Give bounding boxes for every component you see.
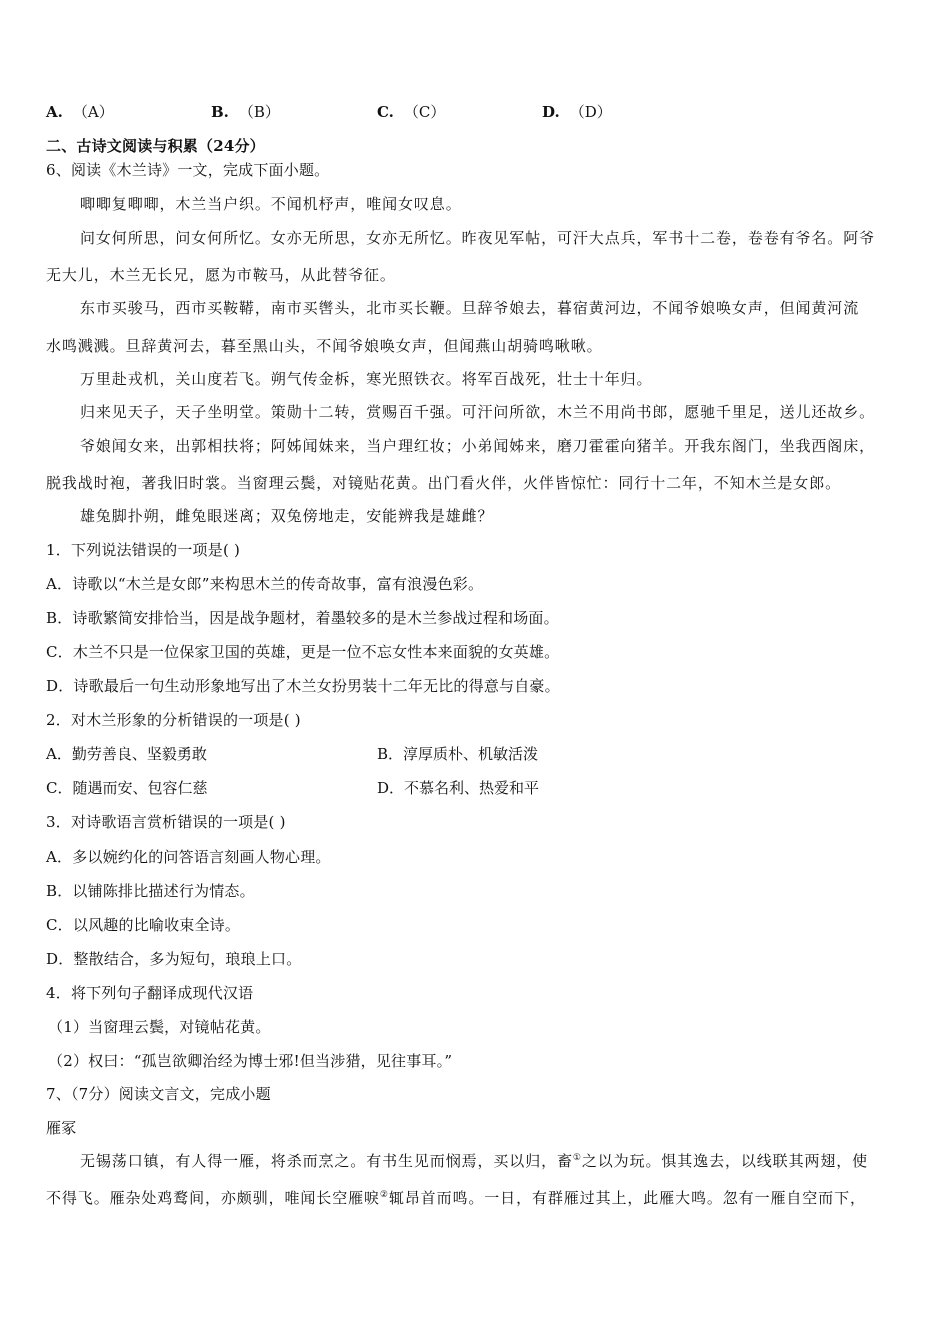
- sub3-option-a: A．多以婉约化的问答语言刻画人物心理。: [46, 848, 331, 866]
- footnote-marker: ②: [379, 1190, 389, 1200]
- poem-line: 归来见天子，天子坐明堂。策勋十二转，赏赐百千强。可汗问所欲，木兰不用尚书郎，愿驰千里足，送儿还故乡。: [80, 403, 876, 421]
- sub2-option-c: C．随遇而安、包容仁慈: [46, 779, 208, 797]
- sub3-option-b: B．以铺陈排比描述行为情态。: [46, 882, 255, 900]
- footnote-marker: ①: [572, 1153, 582, 1163]
- passage-line: [46, 1188, 906, 1208]
- option-text: （B）: [238, 103, 280, 121]
- sub1-option-b: B．诗歌繁简安排恰当，因是战争题材，着墨较多的是木兰参战过程和场面。: [46, 609, 559, 627]
- poem-line: 唧唧复唧唧，木兰当户织。不闻机杼声，唯闻女叹息。: [80, 195, 462, 213]
- option-text: （C）: [403, 103, 446, 121]
- sub-question-4: 4．将下列句子翻译成现代汉语: [46, 984, 254, 1002]
- option-letter: C.: [377, 103, 394, 121]
- poem-line: 脱我战时袍，著我旧时裳。当窗理云鬓，对镜贴花黄。出门看火伴，火伴皆惊忙：同行十二年，不知木兰是女郎。: [46, 474, 842, 492]
- section-heading: 二、古诗文阅读与积累（24分）: [46, 137, 265, 155]
- passage-text: 无锡荡口镇，有人得一雁，将杀而烹之。有书生见而悯焉，买以归，畜: [80, 1152, 573, 1170]
- passage-title: 雁冢: [46, 1119, 77, 1137]
- option-c: [377, 102, 445, 122]
- sub3-option-d: D．整散结合，多为短句，琅琅上口。: [46, 950, 302, 968]
- translate-item-1: （1）当窗理云鬓，对镜帖花黄。: [48, 1018, 271, 1036]
- question-7-prompt: 7、（7分）阅读文言文，完成小题: [46, 1085, 271, 1103]
- poem-line: 爷娘闻女来，出郭相扶将；阿姊闻妹来，当户理红妆；小弟闻姊来，磨刀霍霍向猪羊。开我东阁门，坐我西阁床，: [80, 437, 876, 455]
- sub-question-1: 1．下列说法错误的一项是( ): [46, 541, 241, 559]
- translate-item-2: （2）权曰：“孤岂欲卿治经为博士邪!但当涉猎，见往事耳。”: [48, 1052, 453, 1070]
- sub1-option-a: A．诗歌以“木兰是女郎”来构思木兰的传奇故事，富有浪漫色彩。: [46, 575, 484, 593]
- poem-line: 水鸣溅溅。旦辞黄河去，暮至黑山头，不闻爷娘唤女声，但闻燕山胡骑鸣啾啾。: [46, 337, 603, 355]
- option-letter: D.: [542, 103, 560, 121]
- option-text: （D）: [569, 103, 612, 121]
- sub1-option-c: C．木兰不只是一位保家卫国的英雄，更是一位不忘女性本来面貌的女英雄。: [46, 643, 560, 661]
- sub2-option-a: A．勤劳善良、坚毅勇敢: [46, 745, 207, 763]
- poem-line: 万里赴戎机，关山度若飞。朔气传金柝，寒光照铁衣。将军百战死，壮士十年归。: [80, 370, 653, 388]
- question-6-prompt: 6、阅读《木兰诗》一文，完成下面小题。: [46, 161, 330, 179]
- sub1-option-d: D．诗歌最后一句生动形象地写出了木兰女扮男装十二年无比的得意与自豪。: [46, 677, 560, 695]
- poem-line: 无大儿，木兰无长兄，愿为市鞍马，从此替爷征。: [46, 266, 396, 284]
- sub-question-3: 3．对诗歌语言赏析错误的一项是( ): [46, 813, 286, 831]
- option-letter: B.: [211, 103, 229, 121]
- passage-text: 不得飞。雁杂处鸡鹜间，亦颇驯，唯闻长空雁唳: [46, 1189, 380, 1207]
- option-a: [46, 102, 114, 122]
- sub2-option-b: B．淳厚质朴、机敏活泼: [377, 745, 539, 763]
- passage-text: 之以为玩。惧其逸去，以线联其两翅，使: [581, 1152, 869, 1170]
- poem-line: 雄兔脚扑朔，雌兔眼迷离；双兔傍地走，安能辨我是雄雌？: [80, 507, 494, 525]
- poem-line: 问女何所思，问女何所忆。女亦无所思，女亦无所忆。昨夜见军帖，可汗大点兵，军书十二卷，卷卷有爷名。阿爷: [80, 229, 876, 247]
- sub2-option-d: D．不慕名利、热爱和平: [377, 779, 540, 797]
- passage-text: 辄昂首而鸣。一日，有群雁过其上，此雁大鸣。忽有一雁自空而下，: [388, 1189, 866, 1207]
- option-d: [542, 102, 612, 122]
- poem-line: 东市买骏马，西市买鞍鞯，南市买辔头，北市买长鞭。旦辞爷娘去，暮宿黄河边，不闻爷娘唤女声，但闻黄河流: [80, 299, 860, 317]
- sub-question-2: 2．对木兰形象的分析错误的一项是( ): [46, 711, 301, 729]
- option-b: [211, 102, 280, 122]
- option-letter: A.: [46, 103, 63, 121]
- sub3-option-c: C．以风趣的比喻收束全诗。: [46, 916, 241, 934]
- passage-line: [80, 1151, 906, 1171]
- option-text: （A）: [72, 103, 114, 121]
